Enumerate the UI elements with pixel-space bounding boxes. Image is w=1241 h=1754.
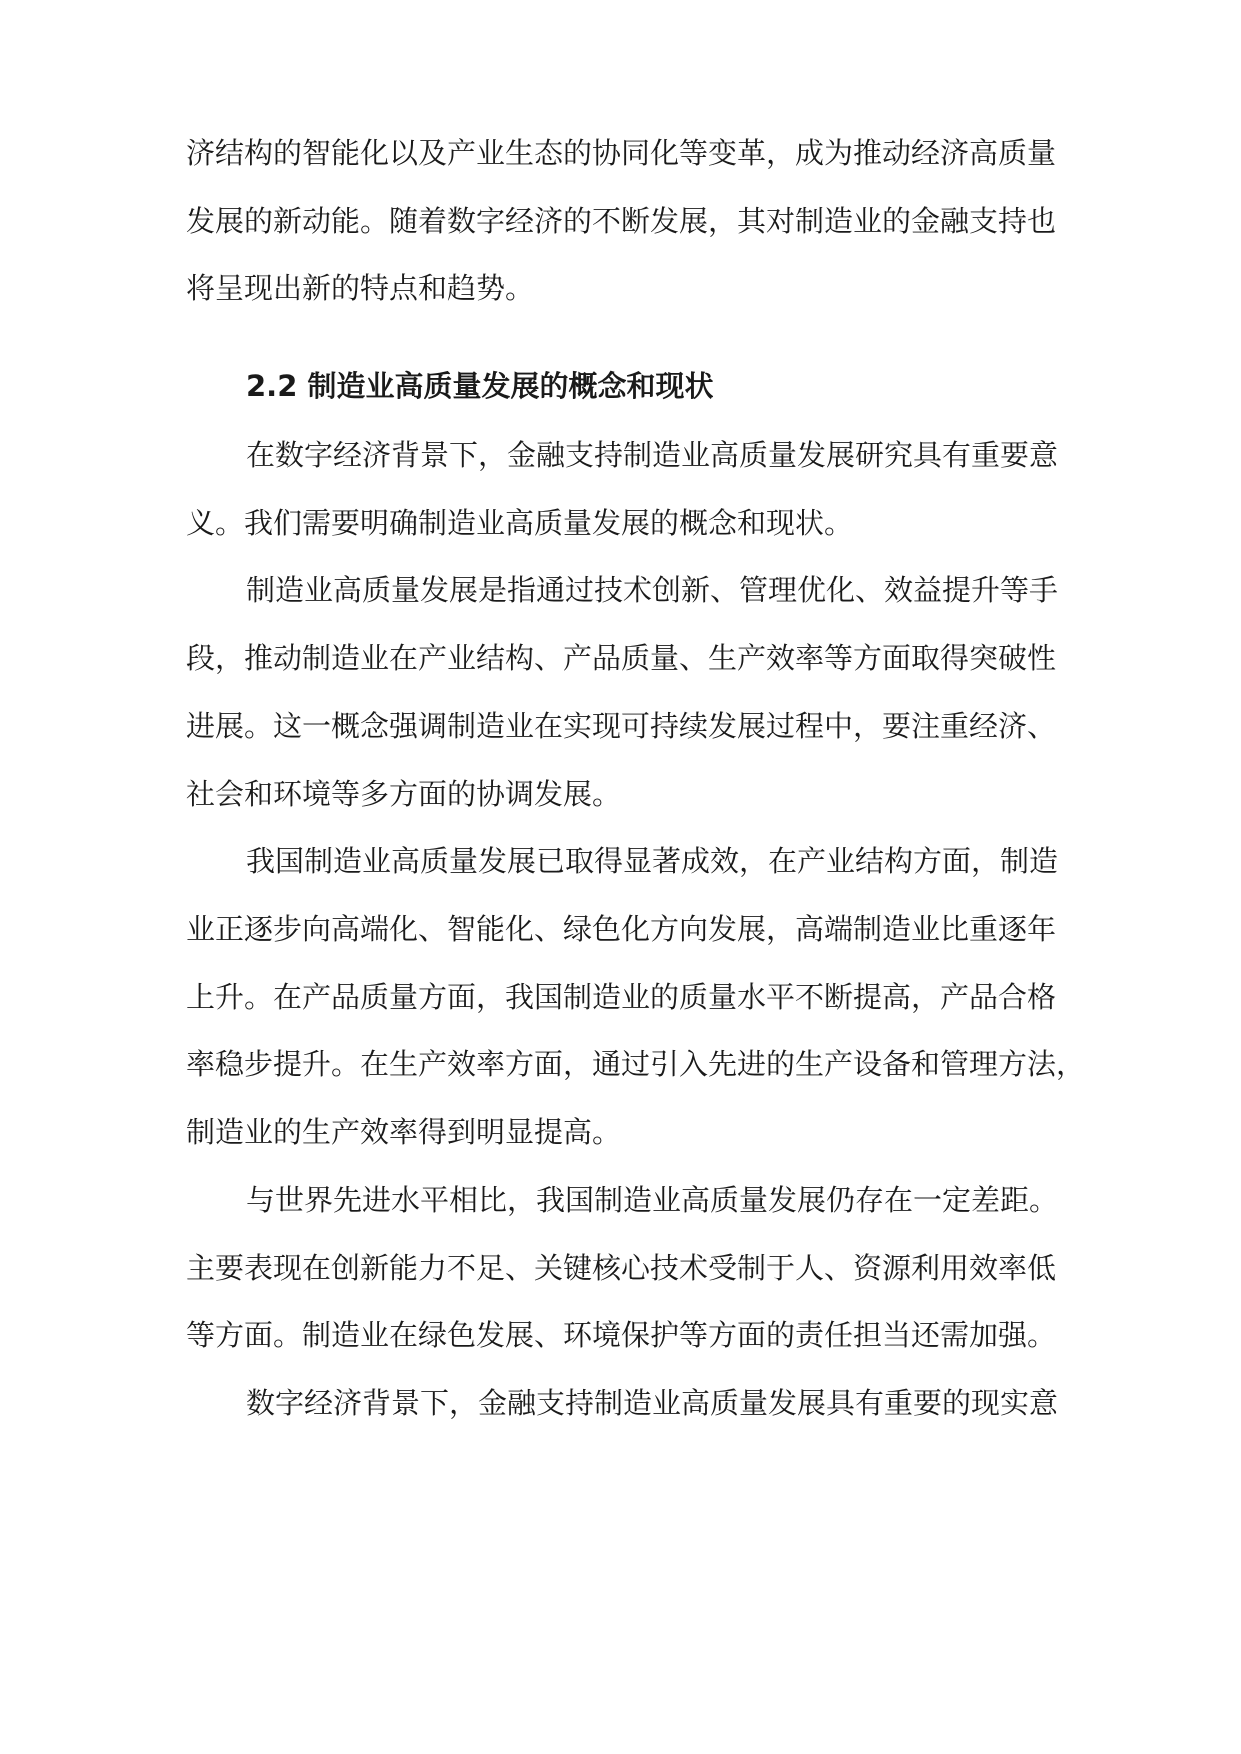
paragraph-line: 我国制造业高质量发展已取得显著成效，在产业结构方面，制造 — [246, 844, 1059, 878]
paragraph-line: 业正逐步向高端化、智能化、绿色化方向发展，高端制造业比重逐年 — [186, 912, 1057, 946]
paragraph-line: 社会和环境等多方面的协调发展。 — [186, 777, 622, 811]
paragraph-line: 济结构的智能化以及产业生态的协同化等变革，成为推动经济高质量 — [186, 136, 1057, 170]
paragraph-line: 义。我们需要明确制造业高质量发展的概念和现状。 — [186, 506, 854, 540]
paragraph-line: 发展的新动能。随着数字经济的不断发展，其对制造业的金融支持也 — [186, 204, 1057, 238]
paragraph-line: 在数字经济背景下，金融支持制造业高质量发展研究具有重要意 — [246, 438, 1059, 472]
paragraph-line: 数字经济背景下，金融支持制造业高质量发展具有重要的现实意 — [246, 1386, 1059, 1420]
paragraph-line: 段，推动制造业在产业结构、产品质量、生产效率等方面取得突破性 — [186, 641, 1057, 675]
section-heading: 2.2 制造业高质量发展的概念和现状 — [246, 369, 714, 403]
paragraph-line: 进展。这一概念强调制造业在实现可持续发展过程中，要注重经济、 — [186, 709, 1057, 743]
paragraph-line: 与世界先进水平相比，我国制造业高质量发展仍存在一定差距。 — [246, 1183, 1059, 1217]
paragraph-line: 率稳步提升。在生产效率方面，通过引入先进的生产设备和管理方法， — [186, 1047, 1086, 1081]
paragraph-line: 上升。在产品质量方面，我国制造业的质量水平不断提高，产品合格 — [186, 980, 1057, 1014]
paragraph-line: 将呈现出新的特点和趋势。 — [186, 271, 535, 305]
paragraph-line: 等方面。制造业在绿色发展、环境保护等方面的责任担当还需加强。 — [186, 1318, 1057, 1352]
paragraph-line: 制造业的生产效率得到明显提高。 — [186, 1115, 622, 1149]
paragraph-line: 主要表现在创新能力不足、关键核心技术受制于人、资源利用效率低 — [186, 1251, 1057, 1285]
paragraph-line: 制造业高质量发展是指通过技术创新、管理优化、效益提升等手 — [246, 573, 1059, 607]
